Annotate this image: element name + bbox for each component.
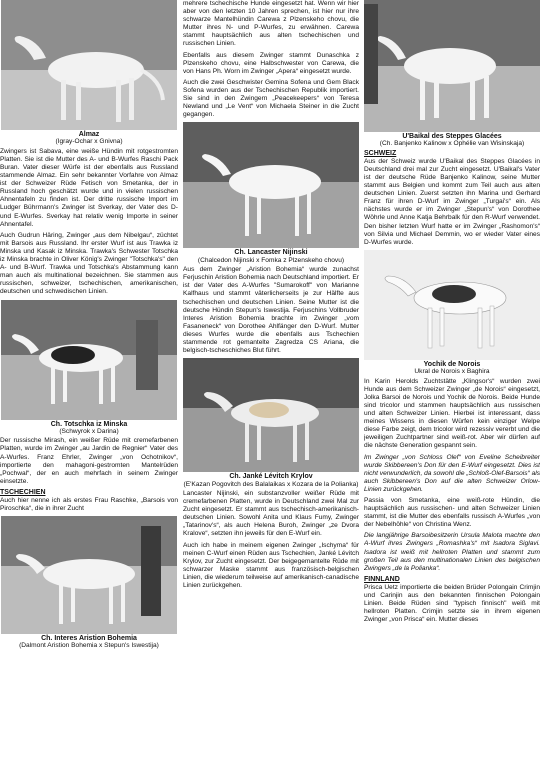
- caption-janke-name: Ch. Janké Lévitch Krylov: [229, 473, 313, 481]
- photo-almaz-image: [1, 0, 177, 130]
- paragraph: Auch Gudrun Häring, Zwinger „aus dem Nibelgau“, züchtet mit Barsois aus Russland. Ihr erster Wurf ist aus Trawka iz Minska und Kasak iz Minska. Trawka's Schwester Totschka iz Minska brachte in Oliver König's Zwinger "Totschka's" den A- und B-Wurf. Trawka und Totschka's Abstammung kann man auch als multinational bezeichnen. Sie stammen aus russischen, schweizer, tschechischen, amerikanischen, deutschen und schwedischen Linien.: [0, 231, 178, 296]
- photo-totschka-image: [1, 300, 177, 420]
- paragraph: Passia von Smetanka, eine weiß-rote Hündin, die hauptsächlich aus russischen- und alten Schweizer Linien stammt, ist die Mutter des ebenfalls russisch A-Wurfes „von der Nebelhöhle“ von Christina Wenz.: [364, 496, 540, 529]
- caption-janke: [183, 473, 359, 488]
- paragraph: Zwingers ist Sabava, eine weiße Hündin mit rotgestromten Platten. Sie ist die Mutter des A- und B-Wurfes Raschi Pack Buran. Vater dieser Würfe ist der ebenfalls aus Russland stammende Almaz. Ein sehr bekannter Vorfahre von Almaz ist der Schweizer Rüde Fetisch von Smetanka, der in Russland hoch geschätzt wurde und in vielen russischen Ahnentafeln zu finden ist. Der dritte russische Import im Ludger Bührmann's Zwinger ist Sverkay, der Vater des D- und E-Wurfes. Sverkay hat relativ wenig Importe in seiner Ahnentafel.: [0, 147, 178, 228]
- caption-yochik-pedigree: Ukral de Norois x Baghira: [414, 368, 490, 376]
- photo-ubaikal-image: [364, 0, 540, 132]
- photo-ubaikal: [364, 0, 540, 132]
- caption-yochik: [364, 361, 540, 376]
- photo-yochik-image: [364, 250, 540, 360]
- caption-almaz: [0, 131, 178, 146]
- caption-almaz-name: Almaz: [78, 131, 100, 138]
- photo-interes-image: [1, 516, 177, 634]
- photo-totschka: [1, 300, 177, 420]
- paragraph: Auch die zwei Geschwister Gemina Sofena und Gem Black Sofena wurden aus der Tschechischen Republik importiert. Sie sind in den Zwingern „Peacekeepers“ von Teresa Newland und „Le Vent“ von Michaela Steiner in die Zucht gegangen.: [183, 78, 359, 119]
- paragraph: Lancaster Nijinski, ein substanzvoller weißer Rüde mit cremefarbenen Platten, wurde in Deutschland zwei Mal zur Zucht eingesetzt. Er stammt aus tschechisch-amerikanisch-deutschen Linien. Sowohl Anita und Klaus Fumy, Zwinger „Tatarinov's“, als auch Helena Buroh, Zwinger „ze Dvora Kralove“, setzten ihn jeweils für den E-Wurf ein.: [183, 489, 359, 538]
- caption-janke-pedigree: (E'Kazan Pogovitch des Balalaikas x Kozara de la Polianka): [183, 480, 359, 488]
- paragraph: Aus dem Zwinger „Aristion Bohemia“ wurde zunachst Ferjuschin Aristion Bohemia nach Deutschland importiert. Er ist der Vater des A-Wurfes "Sumarokoff" von Marianne Kalfhaus und stammt väterlicherseits je zur Hälfte aus tschechischen und deutschen Linien. Seine Mutter ist die deutsche Hündin Stepun's Iswestija. Ferjuschins Vollbruder Interes Aristion Bohemia brachte im Zwinger „vom Fasaneneck“ von Dorothee Ahlfänger den D-Wurf. Mutter dieses Wurfes wurde die ebenfalls aus Tschechien stammende rot gemantelte Zagredza CS Ariana, die belgisch-tscheschiches Blut führt.: [183, 266, 359, 355]
- column-right: [364, 0, 540, 774]
- caption-yochik-name: Yochik de Norois: [423, 360, 481, 368]
- photo-lancaster: [183, 122, 359, 248]
- caption-totschka: [0, 421, 178, 436]
- caption-totschka-name: Ch. Totschka iz Minska: [50, 420, 128, 428]
- paragraph: Aus der Schweiz wurde U'Baikal des Steppes Glacées in Deutschland drei mal zur Zucht eingesetzt. U'Baikal's Vater ist der deutsche Rüde Banjenko Kalinow, seine Mutter stammt aus Belgien und kommt zum Teil auch aus alten deutschen Linien. Zuerst setzten ihn Marina und Gerhard Franz für ihren D-Wurf im Zwinger „Turgai's“ ein. Als nächstes wurde er im Zwinger „Stepun's“ von Dorothee Wöhrle und Anne Katja Behrbalk für den R-Wurf verwendet. Den bisher letzten Wurf hatte er im Zwinger „Rashomon's“ von Silvia und Michael Demmin, wo er wieder Vater eines D-Wurfes wurde.: [364, 157, 540, 246]
- paragraph: Prisca Uetz importierte die beiden Brüder Polongain Crimjin und Carinjin aus den bekannten finnischen Polongain Linien. Beide Rüden sind "typisch finnisch" weiß mit hellroten Platten. Crimjin setzte sie in ihrem eigenen Zwinger „von Prisca“ ein. Mutter dieses: [364, 583, 540, 624]
- paragraph: In Karin Herolds Zuchtstätte „Klingsor's“ wurden zwei Hunde aus dem Schweizer Zwinger „de Norois“ eingesetzt, Jolka Barsoi de Norois und Yochik de Norois. Beide Hunde sind tricolor und stammen hauptsächlich aus russischen und alten Schweizer Linien. Hierbei ist interessant, dass meines Wissens in diesen Würfen kein einziger Welpe diese Farbe zeigt, dem tricolor wird rezessiv vererbt und die jeweiligen Zuchtpartner sind weiß-rot. Aber wir dürfen auf die nächste Generation gespannt sein.: [364, 377, 540, 450]
- caption-almaz-pedigree: (Igray-Ochar x Gnivna): [55, 138, 123, 146]
- caption-lancaster-pedigree: (Chalcedon Nijinski x Fomka z Plzenskeho chovu): [197, 256, 345, 264]
- column-left: [0, 0, 178, 774]
- paragraph: Im Zwinger „von Schloss Olef“ von Eveline Scheibreiter wurde Skibbereen's Don für den E-Wurf eingesetzt. Dies ist nicht verwunderlich, da sowohl die „Schloß-Olef-Barsois“ als auch Skibbereen's Don auf die alten Schweizer Orlow-Linien zurückgehen.: [364, 453, 540, 493]
- photo-janke: [183, 358, 359, 472]
- caption-interes-pedigree: (Dalmont Aristion Bohemia x Stepun's Iswestija): [19, 642, 159, 650]
- paragraph: Auch ich habe in meinem eigenen Zwinger „Ischyma“ für meinen C-Wurf einen Rüden aus Tschechien, Janké Lévitch Krylov, zur Zucht eingesetzt. Der beigegemantelte Rüde mit schwarzer Maske stammt aus französisch-belgischen Linien, die wiederum teilweise auf amerikanisch-canadische Linien zurückgehen.: [183, 541, 359, 589]
- caption-lancaster: [183, 249, 359, 264]
- photo-yochik: [364, 250, 540, 360]
- caption-totschka-pedigree: (Schwyrok x Darina): [59, 427, 119, 435]
- caption-ubaikal-pedigree: (Ch. Banjenko Kalinow x Ophélie van Wisinskaja): [379, 140, 525, 148]
- paragraph: mehrere tschechische Hunde eingesetzt hat. Wenn wir hier aber von den letzten 10 Jahren sprechen, ist hier nur ihre schwarze Mantelhündin Carewa z Plzenskeho chovu, die Mutter ihres N- und P-Wurfes, zu erwähnen. Carewa stammt hauptsächlich aus alten tschechischen und russischen Linien.: [183, 0, 359, 48]
- photo-lancaster-image: [183, 122, 359, 248]
- caption-ubaikal-name: U'Baikal des Steppes Glacées: [402, 133, 502, 140]
- photo-almaz: [1, 0, 177, 130]
- paragraph: Die langjährige Barsoibesitzerin Ursula Malota machte den A-Wurf ihres Zwingers „Romashka's“ mit Isadora Siglavi. Isadora ist weiß mit hellroten Platten und stammt zum großen Teil aus den multinationalen Linien des belgischen Zwingers „de la Polianka“.: [364, 532, 540, 572]
- column-middle: [183, 0, 359, 774]
- photo-interes: [1, 516, 177, 634]
- paragraph: Der russische Mirash, ein weißer Rüde mit cremefarbenen Platten, wurde im Zwinger „au Jardin de Regnier“ Vater des A-Wurfes. Franz Ehrler, Zwinger „von Ochotnikov“, importierte den mahagoni-gestromten Mantelrüden „Pochwal“, der en auch mehrfach in seinem Zwinger einsetzte.: [0, 437, 178, 485]
- section-heading-schweiz: SCHWEIZ: [364, 149, 397, 157]
- paragraph: Auch hier nenne ich als erstes Frau Raschke, „Barsois von Piroschka“, die in ihrer Zucht: [0, 496, 178, 512]
- caption-interes-name: Ch. Interes Aristion Bohemia: [41, 635, 137, 643]
- section-heading-finnland: FINNLAND: [364, 575, 400, 583]
- caption-interes: [0, 635, 178, 650]
- caption-lancaster-name: Ch. Lancaster Nijinski: [234, 249, 308, 257]
- paragraph: Ebenfalls aus diesem Zwinger stammt Dunaschka z Plzenskeho chovu, eine Halbschwester von Carewa, die von Hans Ph. Worn im Zwinger „Apera“ eingesetzt wurde.: [183, 51, 359, 75]
- photo-janke-image: [183, 358, 359, 472]
- caption-ubaikal: [364, 133, 540, 148]
- section-heading-tschechien: TSCHECHIEN: [0, 488, 46, 496]
